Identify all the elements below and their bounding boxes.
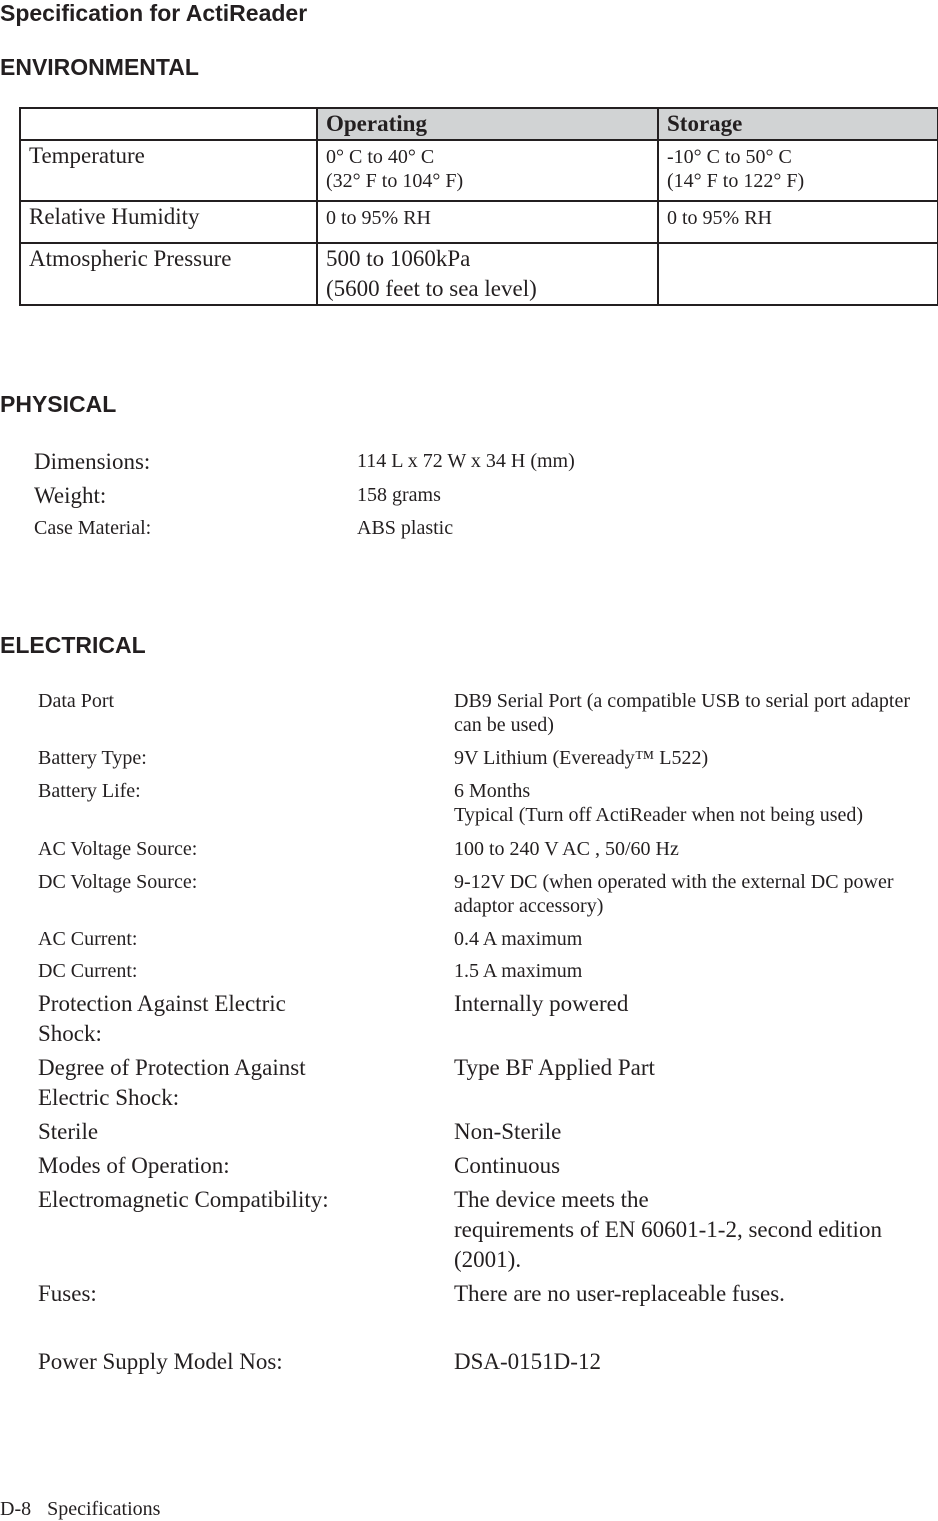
- spec-value: 9V Lithium (Eveready™ L522): [454, 747, 709, 769]
- spec-label: Data Port: [38, 690, 115, 712]
- spec-label: Modes of Operation:: [38, 1153, 230, 1178]
- spec-value: [454, 1185, 928, 1275]
- spec-label: Degree of Protection Against Electric Shock:: [38, 1055, 306, 1110]
- header-cell-operating: Operating: [317, 108, 658, 140]
- page-title: Specification for ActiReader: [0, 0, 308, 26]
- operating-value: [317, 201, 658, 243]
- spec-value: ABS plastic: [357, 517, 454, 539]
- spec-value: Internally powered: [454, 991, 629, 1016]
- spec-value: There are no user-replaceable fuses.: [454, 1281, 785, 1306]
- spec-value: 0.4 A maximum: [454, 928, 583, 950]
- spec-label: Fuses:: [38, 1281, 97, 1306]
- electrical-heading: ELECTRICAL: [0, 632, 146, 658]
- operating-line: 0 to 95% RH: [326, 207, 431, 229]
- row-label: Temperature: [20, 140, 317, 201]
- spec-value: DSA-0151D-12: [454, 1349, 601, 1374]
- spec-value: 114 L x 72 W x 34 H (mm): [357, 450, 575, 472]
- footer-section-title: Specifications: [47, 1498, 161, 1520]
- spec-label: Battery Life:: [38, 780, 141, 802]
- storage-value-empty: [658, 243, 938, 305]
- operating-line: 500 to 1060kPa: [326, 246, 471, 271]
- spec-label: AC Voltage Source:: [38, 838, 198, 860]
- operating-line: 0° C to 40° C: [326, 146, 435, 168]
- storage-line: 0 to 95% RH: [667, 207, 772, 229]
- row-label: Atmospheric Pressure: [20, 243, 317, 305]
- spec-label: DC Current:: [38, 960, 138, 982]
- table-row-humidity: [20, 201, 938, 243]
- table-row-pressure: [20, 243, 938, 305]
- spec-label: DC Voltage Source:: [38, 871, 198, 893]
- header-cell-storage: Storage: [658, 108, 938, 140]
- operating-line: (32° F to 104° F): [326, 170, 464, 192]
- page-footer: [0, 1497, 160, 1521]
- spec-value-line: The device meets the: [454, 1187, 649, 1212]
- storage-value: [658, 201, 938, 243]
- spec-value-line: requirements of EN 60601-1-2, second edition (2001).: [454, 1217, 882, 1272]
- operating-value: [317, 140, 658, 201]
- spec-value: 158 grams: [357, 484, 441, 506]
- spec-value: [454, 779, 934, 827]
- operating-value: [317, 243, 658, 305]
- storage-line: (14° F to 122° F): [667, 170, 805, 192]
- operating-line: (5600 feet to sea level): [326, 276, 537, 301]
- header-cell-blank: [20, 108, 317, 140]
- spec-label: Protection Against Electric Shock:: [38, 991, 286, 1046]
- table-row-temperature: [20, 140, 938, 201]
- storage-value: [658, 140, 938, 201]
- environmental-heading: ENVIRONMENTAL: [0, 54, 199, 80]
- spec-value: 1.5 A maximum: [454, 960, 583, 982]
- spec-label: Dimensions:: [34, 449, 151, 474]
- spec-label: Battery Type:: [38, 747, 147, 769]
- spec-label: Weight:: [34, 483, 107, 508]
- page-number: D-8: [0, 1498, 32, 1520]
- spec-value: DB9 Serial Port (a compatible USB to serial port adapter can be used): [454, 690, 911, 736]
- spec-label: AC Current:: [38, 928, 138, 950]
- row-label: Relative Humidity: [20, 201, 317, 243]
- spec-label: Electromagnetic Compatibility:: [38, 1187, 329, 1212]
- physical-heading: PHYSICAL: [0, 391, 117, 417]
- spec-label: Power Supply Model Nos:: [38, 1349, 283, 1374]
- spec-label: Case Material:: [34, 517, 152, 539]
- spec-value: Continuous: [454, 1153, 561, 1178]
- spec-label: Sterile: [38, 1119, 99, 1144]
- table-header-row: [20, 108, 938, 140]
- environmental-table: [19, 107, 938, 306]
- spec-value: Type BF Applied Part: [454, 1055, 655, 1080]
- storage-line: -10° C to 50° C: [667, 146, 792, 168]
- spec-value: 9-12V DC (when operated with the external DC power adaptor accessory): [454, 871, 894, 917]
- spec-value: Non-Sterile: [454, 1119, 562, 1144]
- spec-value-line: 6 Months: [454, 780, 531, 802]
- spec-value-line: Typical (Turn off ActiReader when not being used): [454, 804, 864, 826]
- spec-value: 100 to 240 V AC , 50/60 Hz: [454, 838, 679, 860]
